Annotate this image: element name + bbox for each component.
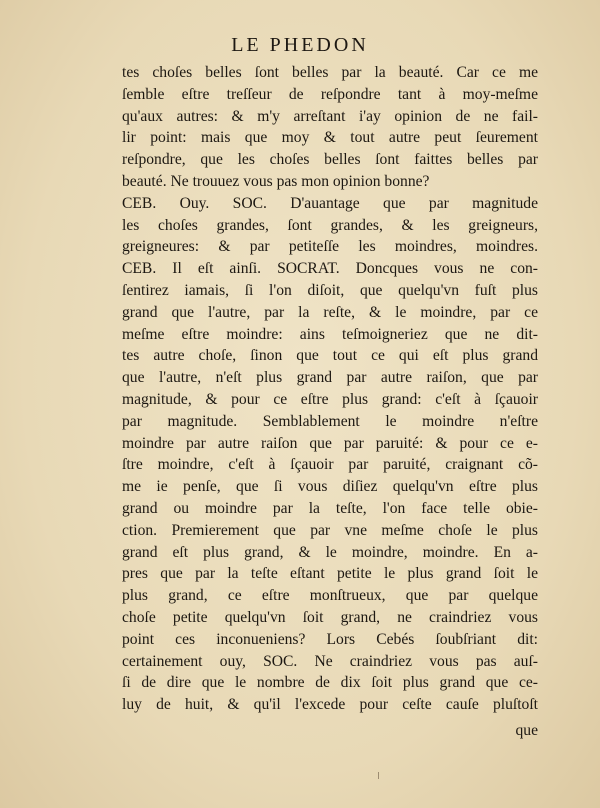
text-line: beauté. Ne trouuez vous pas mon opinion bonne? (122, 172, 430, 190)
text-line: lir point: mais que moy & tout autre peut ſeurement (122, 129, 538, 147)
text-block (122, 62, 538, 716)
text-line: CEB. Ouy. SOC. D'auantage que par magnitude (122, 194, 538, 212)
text-line: grand que l'autre, par la reſte, & le moindre, par ce (122, 303, 538, 321)
text-line: les choſes grandes, ſont grandes, & les greigneurs, (122, 216, 538, 234)
text-line: moindre par autre raiſon que par paruité: & pour ce e- (122, 434, 538, 452)
text-line: qu'aux autres: & m'y arreſtant i'ay opinion de ne fail- (122, 107, 538, 125)
text-line: certainement ouy, SOC. Ne craindriez vous pas auſ- (122, 652, 538, 670)
text-line: ſentirez iamais, ſi l'on diſoit, que quelqu'vn fuſt plus (122, 281, 538, 299)
catchword: que (515, 722, 538, 739)
text-line: greigneures: & par petiteſſe les moindres, moindres. (122, 238, 538, 256)
printer-mark (378, 772, 379, 779)
text-line: grand eſt plus grand, & le moindre, moindre. En a- (122, 543, 538, 561)
text-line: point ces inconueniens? Lors Cebés ſoubſriant dit: (122, 630, 538, 648)
text-line: ſemble eſtre treſſeur de reſpondre tant à moy-meſme (122, 85, 538, 103)
text-line: ſtre moindre, c'eſt à ſçauoir par paruité, craignant cõ- (122, 456, 538, 474)
text-line: ſi de dire que le nombre de dix ſoit plus grand que ce- (122, 674, 538, 692)
text-line: pres que par la teſte eſtant petite le plus grand ſoit le (122, 565, 538, 583)
text-line: reſpondre, que les choſes belles ſont faittes belles par (122, 151, 538, 169)
text-line: choſe petite quelqu'vn ſoit grand, ne craindriez vous (122, 608, 538, 626)
running-head: LE PHEDON (231, 34, 369, 56)
text-line: luy de huit, & qu'il l'excede pour ceſte cauſe pluſtoſt (122, 696, 538, 714)
text-line: par magnitude. Semblablement le moindre n'eſtre (122, 412, 538, 430)
text-line: tes autre choſe, ſinon que tout ce qui eſt plus grand (122, 347, 538, 365)
text-line: meſme eſtre moindre: ains teſmoigneriez que ne dit- (122, 325, 538, 343)
text-line: que l'autre, n'eſt plus grand par autre raiſon, que par (122, 369, 538, 387)
text-line: me ie penſe, que ſi vous diſiez quelqu'vn eſtre plus (122, 478, 538, 496)
text-line: plus grand, ce eſtre monſtrueux, que par quelque (122, 587, 538, 605)
text-line: grand ou moindre par la teſte, l'on face telle obie- (122, 499, 538, 517)
text-line: CEB. Il eſt ainſi. SOCRAT. Doncques vous ne con- (122, 260, 538, 278)
text-line: ction. Premierement que par vne meſme choſe le plus (122, 521, 538, 539)
text-line: magnitude, & pour ce eſtre plus grand: c'eſt à ſçauoir (122, 390, 538, 408)
text-line: tes choſes belles ſont belles par la beauté. Car ce me (122, 64, 538, 81)
